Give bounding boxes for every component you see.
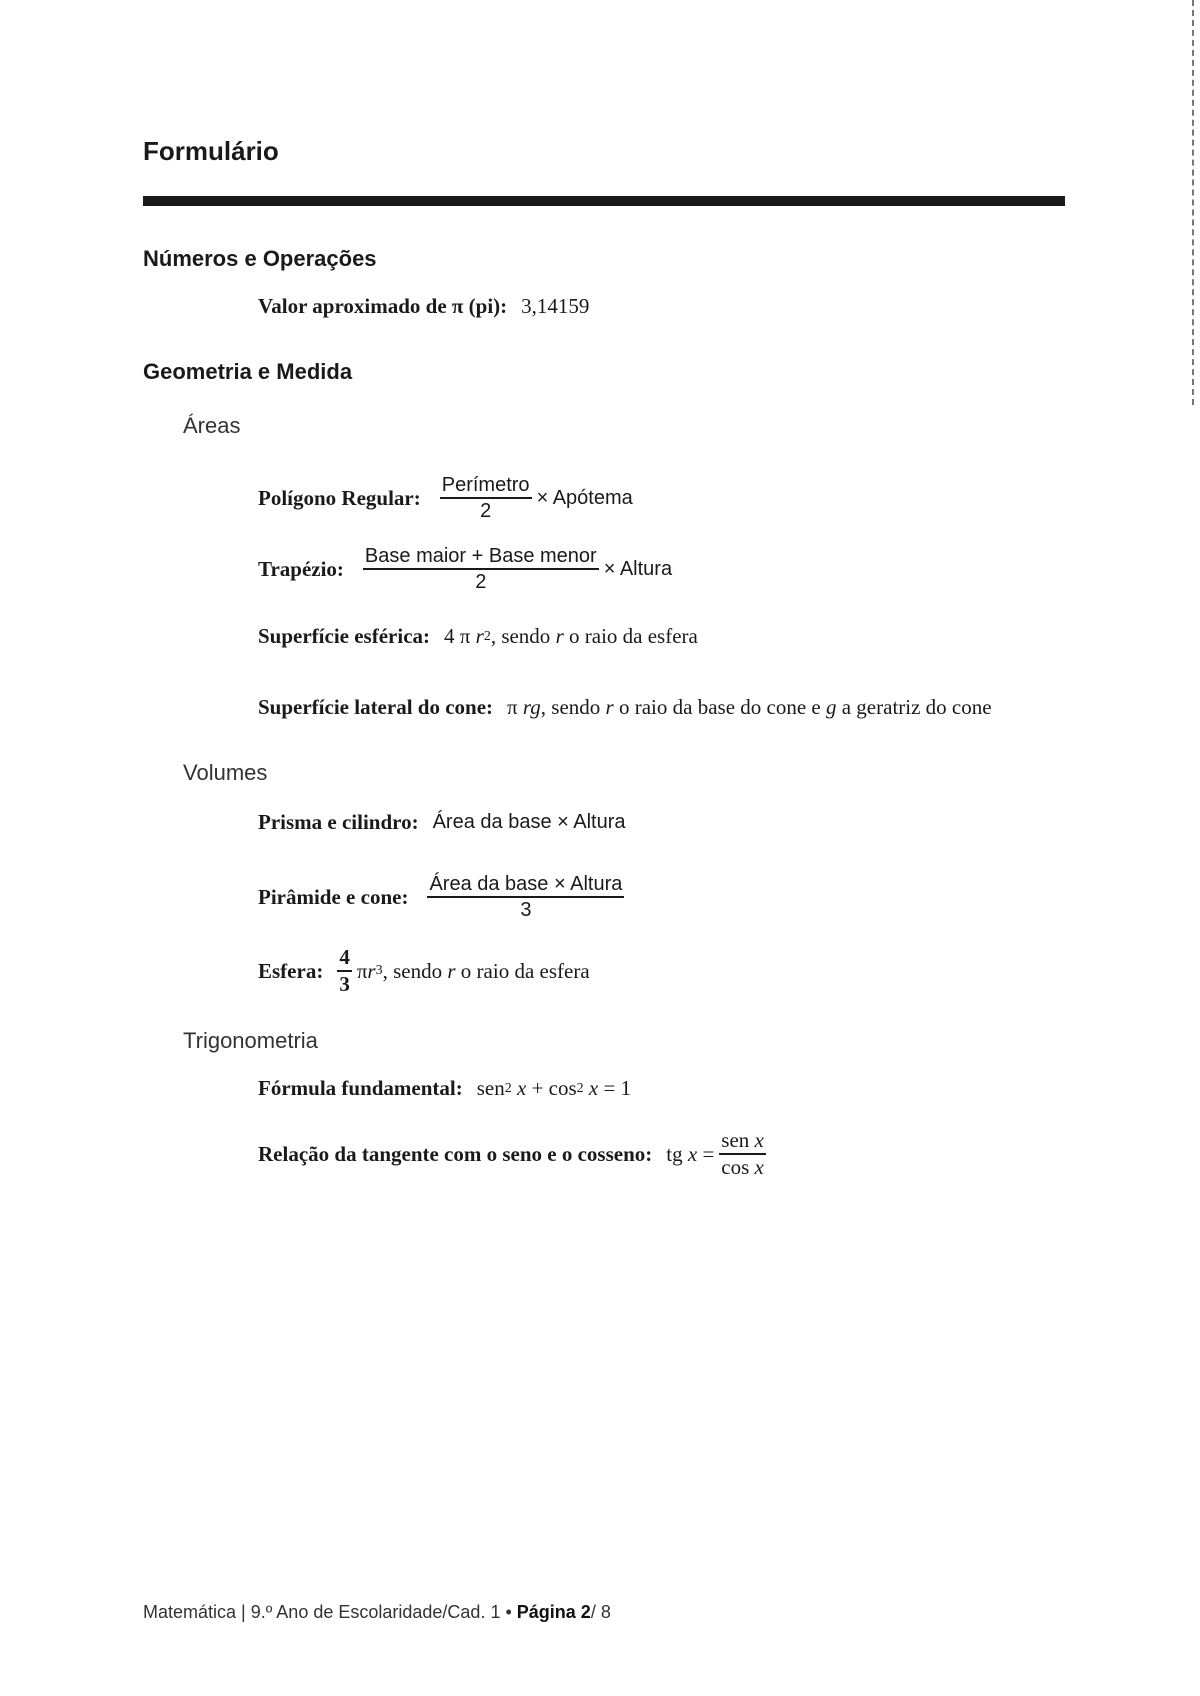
title-rule bbox=[143, 196, 1065, 206]
formula-piramide bbox=[258, 874, 629, 920]
formula-trapezio bbox=[258, 546, 672, 592]
poligono-label: Polígono Regular: bbox=[258, 485, 421, 510]
esfera-pi: π bbox=[356, 958, 368, 983]
tangente-eq: = bbox=[702, 1141, 715, 1166]
prisma-expr: Área da base × Altura bbox=[432, 811, 626, 833]
footer-page-label: Página 2 bbox=[516, 1602, 591, 1622]
fundamental-x1: x bbox=[517, 1076, 527, 1100]
tangente-x: x bbox=[687, 1141, 698, 1166]
poligono-rest: × Apótema bbox=[536, 486, 633, 509]
trapezio-label: Trapézio: bbox=[258, 556, 344, 581]
cone-lateral-rest-b: o raio da base do cone e bbox=[618, 695, 821, 719]
formula-prisma bbox=[258, 810, 626, 835]
cone-lateral-pi: π bbox=[507, 695, 518, 719]
fundamental-plus: + cos bbox=[531, 1076, 577, 1100]
cone-lateral-gvar: g bbox=[825, 695, 837, 719]
fundamental-label: Fórmula fundamental: bbox=[258, 1076, 463, 1100]
trapezio-num: Base maior + Base menor bbox=[363, 546, 599, 570]
pi-value: 3,14159 bbox=[521, 294, 590, 318]
pi-label: Valor aproximado de π (pi): bbox=[258, 294, 508, 318]
cone-lateral-label: Superfície lateral do cone: bbox=[258, 695, 494, 719]
piramide-den: 3 bbox=[520, 899, 532, 921]
tangente-denx: x bbox=[754, 1155, 764, 1179]
esferica-coef: 4 π bbox=[444, 624, 471, 648]
formula-tangente bbox=[258, 1130, 771, 1178]
trapezio-rest: × Altura bbox=[603, 557, 673, 580]
trapezio-fraction bbox=[363, 546, 599, 592]
formula-cone-lateral bbox=[258, 695, 992, 720]
page-title: Formulário bbox=[143, 136, 279, 166]
esfera-den: 3 bbox=[339, 972, 350, 996]
esferica-rest-b: o raio da esfera bbox=[569, 624, 698, 648]
cone-lateral-rest-c: a geratriz do cone bbox=[841, 695, 992, 719]
trapezio-den: 2 bbox=[475, 571, 487, 593]
poligono-den: 2 bbox=[480, 500, 492, 522]
esfera-fraction bbox=[337, 947, 352, 995]
tangente-numx: x bbox=[754, 1128, 764, 1152]
esfera-rvar: r bbox=[447, 958, 456, 983]
fundamental-sen: sen bbox=[476, 1076, 505, 1100]
tangente-den: cos bbox=[721, 1155, 750, 1179]
pi-line bbox=[258, 294, 589, 319]
page-footer bbox=[143, 1602, 611, 1623]
piramide-fraction bbox=[427, 874, 624, 920]
heading-volumes: Volumes bbox=[183, 760, 268, 785]
footer-text: Matemática | 9.º Ano de Escolaridade/Cad. 1 • bbox=[143, 1602, 512, 1622]
heading-areas: Áreas bbox=[183, 413, 241, 438]
tangente-label: Relação da tangente com o seno e o cosseno: bbox=[258, 1141, 653, 1166]
formula-esfera: Esfera: $\frac{4}{3}$ π r 3 , sendo r o raio da esfera bbox=[258, 945, 590, 996]
fundamental-eq: = 1 bbox=[603, 1076, 632, 1100]
tangente-tg: tg bbox=[666, 1141, 683, 1166]
cone-lateral-rest-a: , sendo bbox=[540, 695, 601, 719]
cone-lateral-rvar: r bbox=[605, 695, 614, 719]
formula-poligono bbox=[258, 475, 633, 521]
esferica-var: r bbox=[475, 624, 484, 648]
esferica-label: Superfície esférica: bbox=[258, 624, 431, 648]
heading-geometria: Geometria e Medida bbox=[143, 359, 353, 384]
cone-lateral-vars: rg bbox=[522, 695, 541, 719]
tangente-fraction bbox=[719, 1130, 766, 1178]
piramide-label: Pirâmide e cone: bbox=[258, 884, 409, 909]
esferica-rvar: r bbox=[555, 624, 564, 648]
esfera-num: 4 bbox=[337, 947, 352, 972]
formula-fundamental: Fórmula fundamental: sen 2 x + cos 2 x = 1 bbox=[258, 1076, 632, 1100]
esfera-rest-a: , sendo bbox=[382, 958, 443, 983]
prisma-label: Prisma e cilindro: bbox=[258, 810, 419, 834]
poligono-num: Perímetro bbox=[440, 475, 532, 499]
esfera-label: Esfera: bbox=[258, 958, 324, 983]
tangente-num: sen bbox=[721, 1128, 750, 1152]
fundamental-x2: x bbox=[588, 1076, 599, 1100]
heading-trigonometria: Trigonometria bbox=[183, 1028, 318, 1053]
esfera-rest-b: o raio da esfera bbox=[460, 958, 590, 983]
esferica-rest-a: , sendo bbox=[490, 624, 551, 648]
footer-page-total: / 8 bbox=[590, 1602, 611, 1622]
poligono-fraction bbox=[440, 475, 532, 521]
heading-numeros: Números e Operações bbox=[143, 246, 377, 271]
piramide-num: Área da base × Altura bbox=[427, 874, 624, 898]
esfera-var: r bbox=[367, 958, 376, 983]
formula-esferica: Superfície esférica: 4 π r 2 , sendo r o raio da esfera bbox=[258, 624, 698, 648]
cut-line bbox=[1192, 0, 1194, 405]
